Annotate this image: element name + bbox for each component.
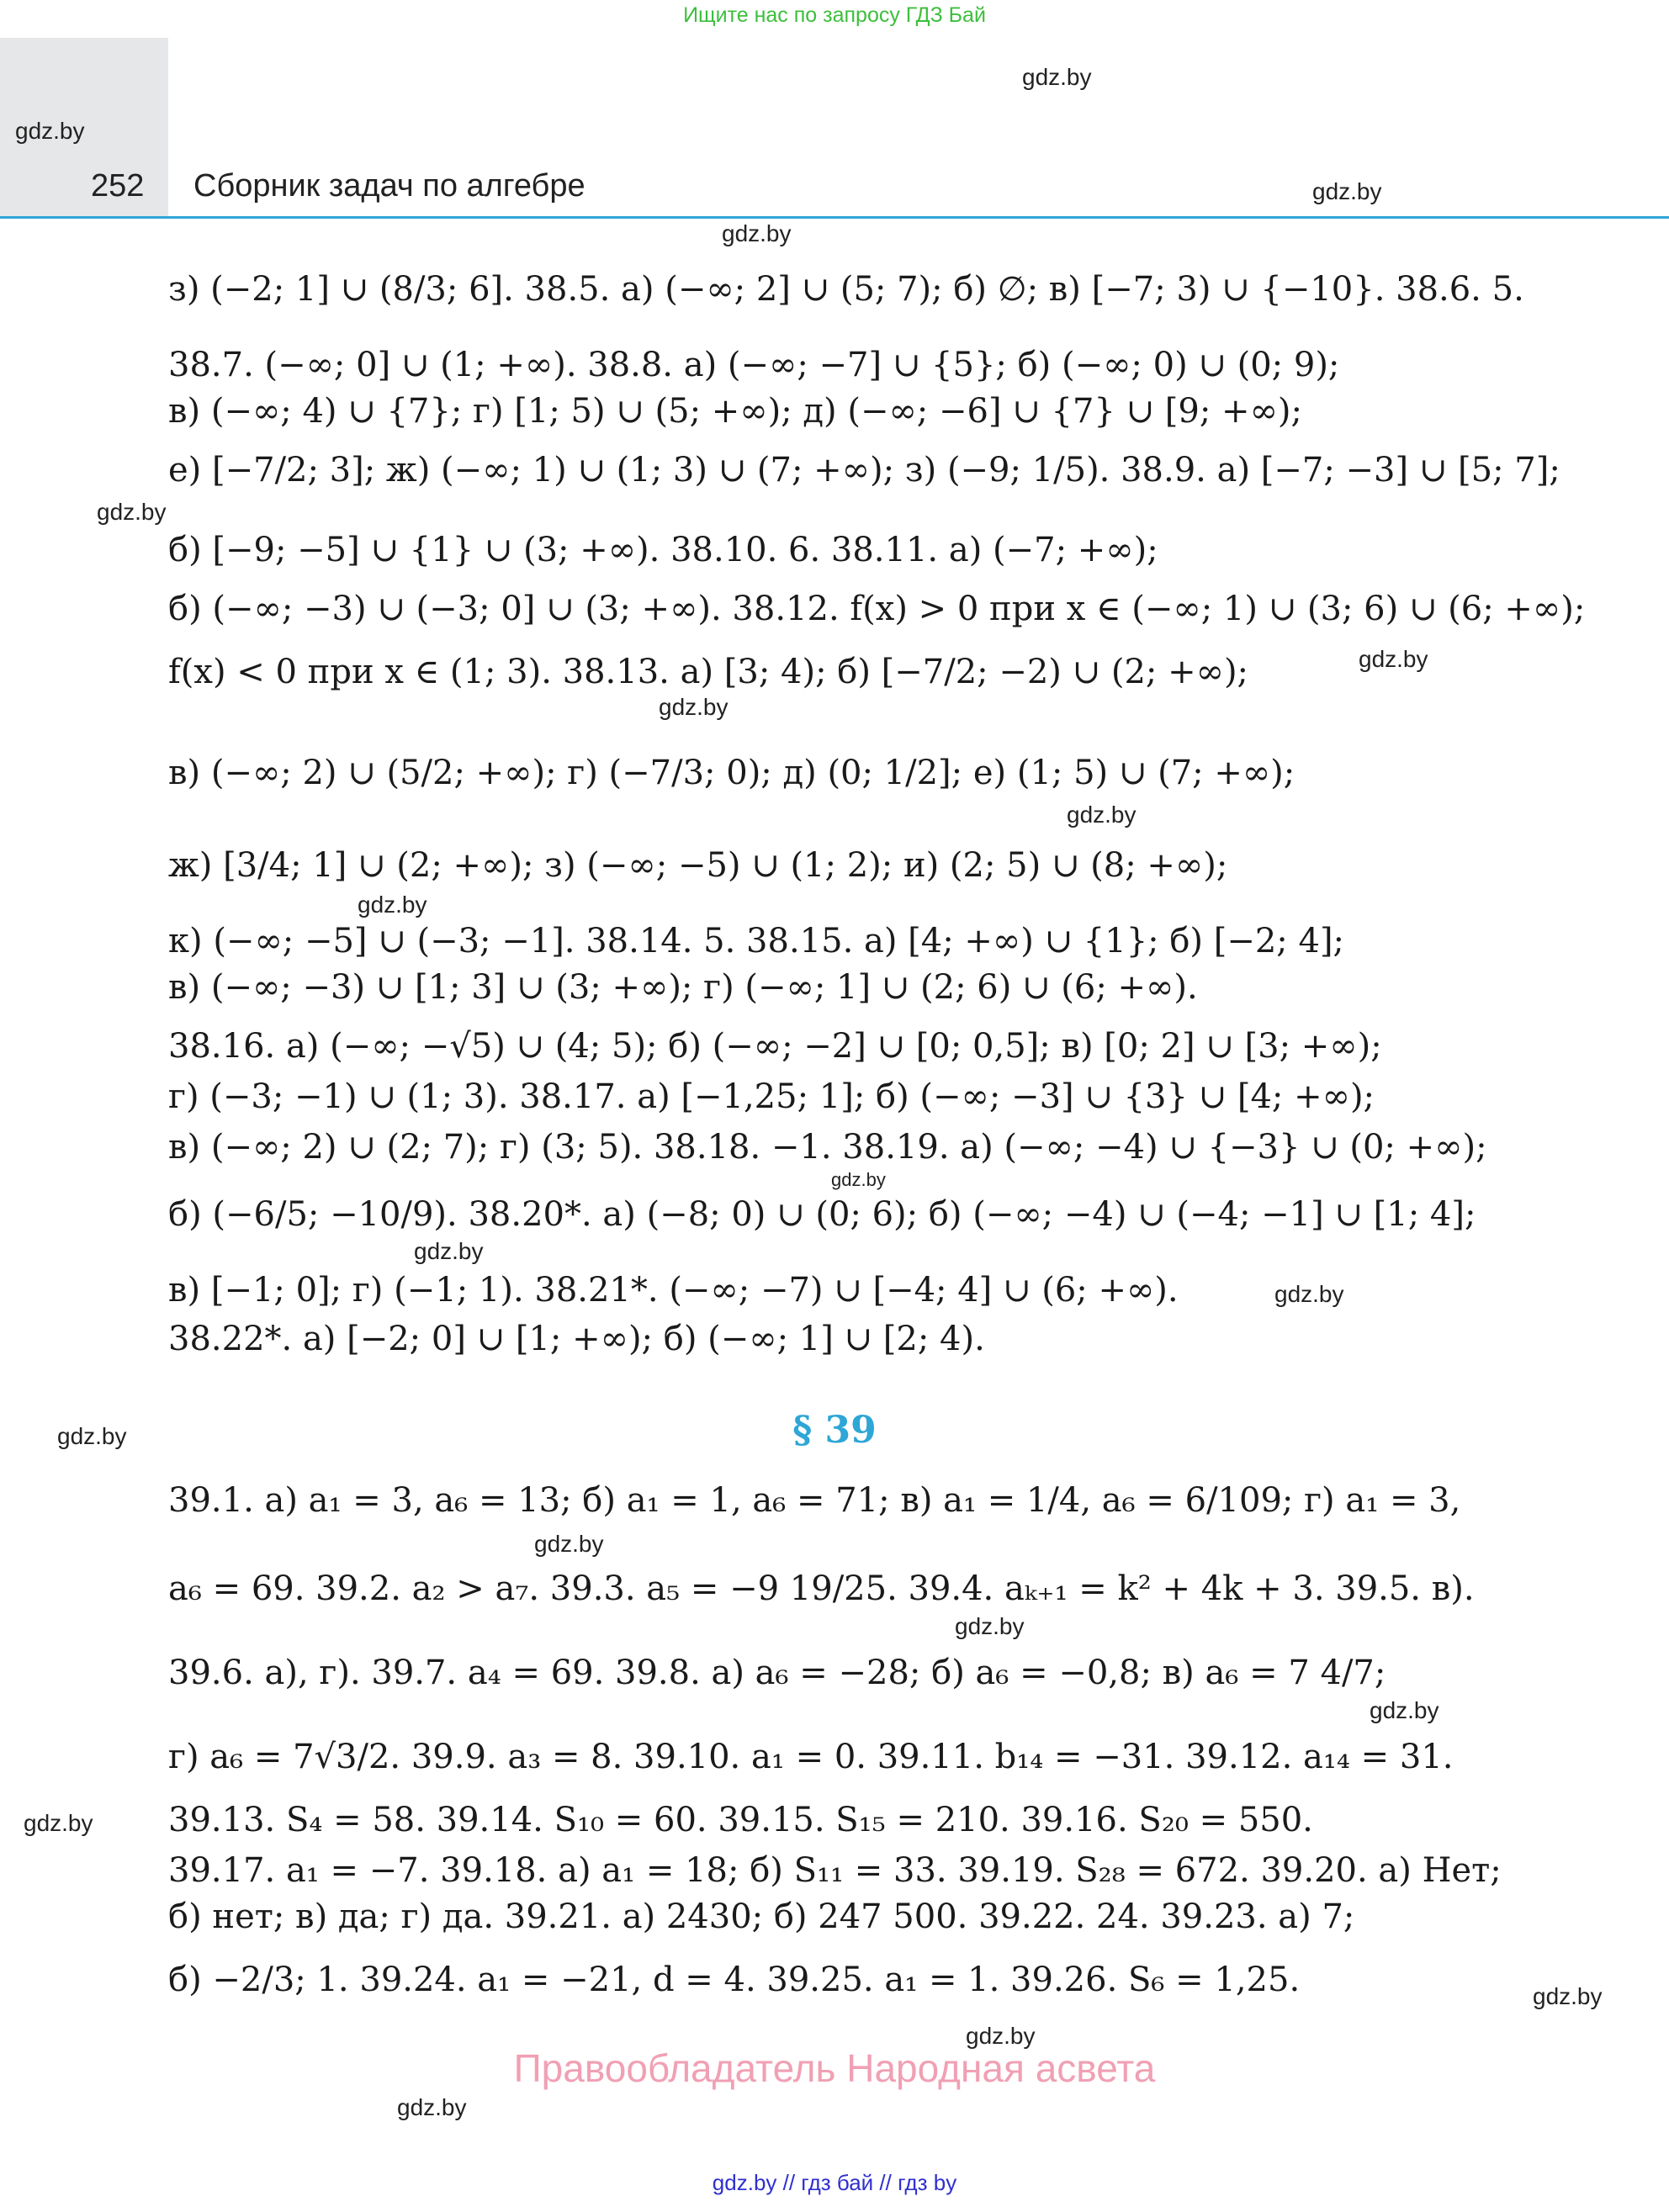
- footer-links[interactable]: gdz.by // гдз бай // гдз by: [712, 2170, 957, 2195]
- watermark: gdz.by: [1067, 802, 1137, 828]
- answer-line: ж) [3/4; 1] ∪ (2; +∞); з) (−∞; −5) ∪ (1; 2); и) (2; 5) ∪ (8; +∞);: [168, 846, 1228, 885]
- answer-line: f(x) < 0 при x ∈ (1; 3). 38.13. а) [3; 4); б) [−7/2; −2) ∪ (2; +∞);: [168, 653, 1249, 691]
- watermark: gdz.by: [358, 892, 427, 918]
- page-number: 252: [91, 168, 145, 204]
- answer-line: г) a₆ = 7√3/2. 39.9. a₃ = 8. 39.10. a₁ = 0. 39.11. b₁₄ = −31. 39.12. a₁₄ = 31.: [168, 1738, 1454, 1776]
- watermark: gdz.by: [1274, 1281, 1344, 1307]
- answer-line: б) (−6/5; −10/9). 38.20*. а) (−8; 0) ∪ (0; 6); б) (−∞; −4) ∪ (−4; −1] ∪ [1; 4];: [168, 1195, 1476, 1234]
- watermark: gdz.by: [1370, 1697, 1439, 1723]
- answer-line: к) (−∞; −5] ∪ (−3; −1]. 38.14. 5. 38.15. а) [4; +∞) ∪ {1}; б) [−2; 4];: [168, 922, 1345, 960]
- copyright-notice: Правообладатель Народная асвета: [513, 2046, 1156, 2090]
- watermark: gdz.by: [722, 220, 792, 246]
- watermark: gdz.by: [659, 694, 729, 720]
- watermark: gdz.by: [1022, 64, 1092, 90]
- answer-line: 39.17. a₁ = −7. 39.18. а) a₁ = 18; б) S₁₁ = 33. 39.19. S₂₈ = 672. 39.20. а) Нет;: [168, 1851, 1502, 1890]
- watermark: gdz.by: [24, 1810, 93, 1836]
- answer-line: в) (−∞; 2) ∪ (5/2; +∞); г) (−7/3; 0); д) (0; 1/2]; е) (1; 5) ∪ (7; +∞);: [168, 754, 1295, 792]
- answer-line: в) (−∞; −3) ∪ [1; 3] ∪ (3; +∞); г) (−∞; 1] ∪ (2; 6) ∪ (6; +∞).: [168, 968, 1198, 1007]
- answer-line: г) (−3; −1) ∪ (1; 3). 38.17. а) [−1,25; 1]; б) (−∞; −3] ∪ {3} ∪ [4; +∞);: [168, 1077, 1375, 1116]
- answer-line: 39.1. а) a₁ = 3, a₆ = 13; б) a₁ = 1, a₆ = 71; в) a₁ = 1/4, a₆ = 6/109; г) a₁ = 3,: [168, 1481, 1461, 1520]
- answer-line: a₆ = 69. 39.2. a₂ > a₇. 39.3. a₅ = −9 19/25. 39.4. aₖ₊₁ = k² + 4k + 3. 39.5. в).: [168, 1569, 1475, 1608]
- header-divider: [0, 216, 1669, 219]
- answer-line: 39.13. S₄ = 58. 39.14. S₁₀ = 60. 39.15. S₁₅ = 210. 39.16. S₂₀ = 550.: [168, 1801, 1313, 1839]
- answer-line: в) (−∞; 4) ∪ {7}; г) [1; 5) ∪ (5; +∞); д) (−∞; −6] ∪ {7} ∪ [9; +∞);: [168, 392, 1302, 431]
- answer-line: б) [−9; −5] ∪ {1} ∪ (3; +∞). 38.10. 6. 38.11. а) (−7; +∞);: [168, 531, 1158, 569]
- watermark: gdz.by: [1359, 646, 1428, 672]
- watermark: gdz.by: [1312, 178, 1382, 204]
- watermark: gdz.by: [534, 1531, 604, 1557]
- answer-line: б) −2/3; 1. 39.24. a₁ = −21, d = 4. 39.25. a₁ = 1. 39.26. S₆ = 1,25.: [168, 1961, 1301, 1999]
- watermark: gdz.by: [831, 1169, 886, 1190]
- answer-line: в) [−1; 0]; г) (−1; 1). 38.21*. (−∞; −7) ∪ [−4; 4] ∪ (6; +∞).: [168, 1271, 1179, 1310]
- answer-line: е) [−7/2; 3]; ж) (−∞; 1) ∪ (1; 3) ∪ (7; +∞); з) (−9; 1/5). 38.9. а) [−7; −3] ∪ [5; 7];: [168, 451, 1560, 489]
- watermark: gdz.by: [15, 118, 85, 144]
- watermark: gdz.by: [1533, 1983, 1603, 2009]
- book-title: Сборник задач по алгебре: [193, 168, 585, 204]
- answer-line: б) (−∞; −3) ∪ (−3; 0] ∪ (3; +∞). 38.12. f(x) > 0 при x ∈ (−∞; 1) ∪ (3; 6) ∪ (6; +∞);: [168, 590, 1586, 628]
- answer-line: 38.7. (−∞; 0] ∪ (1; +∞). 38.8. а) (−∞; −7] ∪ {5}; б) (−∞; 0) ∪ (0; 9);: [168, 346, 1340, 384]
- answer-line: з) (−2; 1] ∪ (8/3; 6]. 38.5. а) (−∞; 2] ∪ (5; 7); б) ∅; в) [−7; 3) ∪ {−10}. 38.6. 5.: [168, 270, 1524, 309]
- watermark: gdz.by: [97, 499, 167, 525]
- answer-line: 38.22*. а) [−2; 0] ∪ [1; +∞); б) (−∞; 1] ∪ [2; 4).: [168, 1320, 985, 1358]
- answer-line: в) (−∞; 2) ∪ (2; 7); г) (3; 5). 38.18. −1. 38.19. а) (−∞; −4) ∪ {−3} ∪ (0; +∞);: [168, 1128, 1487, 1167]
- top-banner: Ищите нас по запросу ГДЗ Бай: [683, 3, 986, 27]
- section-title: § 39: [792, 1409, 877, 1452]
- watermark: gdz.by: [955, 1613, 1025, 1639]
- answer-line: б) нет; в) да; г) да. 39.21. а) 2430; б) 247 500. 39.22. 24. 39.23. а) 7;: [168, 1897, 1355, 1936]
- watermark: gdz.by: [414, 1238, 484, 1264]
- watermark: gdz.by: [57, 1423, 127, 1449]
- watermark: gdz.by: [397, 2094, 467, 2120]
- watermark: gdz.by: [966, 2023, 1036, 2049]
- answer-line: 38.16. а) (−∞; −√5) ∪ (4; 5); б) (−∞; −2] ∪ [0; 0,5]; в) [0; 2] ∪ [3; +∞);: [168, 1027, 1382, 1066]
- answer-line: 39.6. а), г). 39.7. a₄ = 69. 39.8. а) a₆ = −28; б) a₆ = −0,8; в) a₆ = 7 4/7;: [168, 1654, 1386, 1692]
